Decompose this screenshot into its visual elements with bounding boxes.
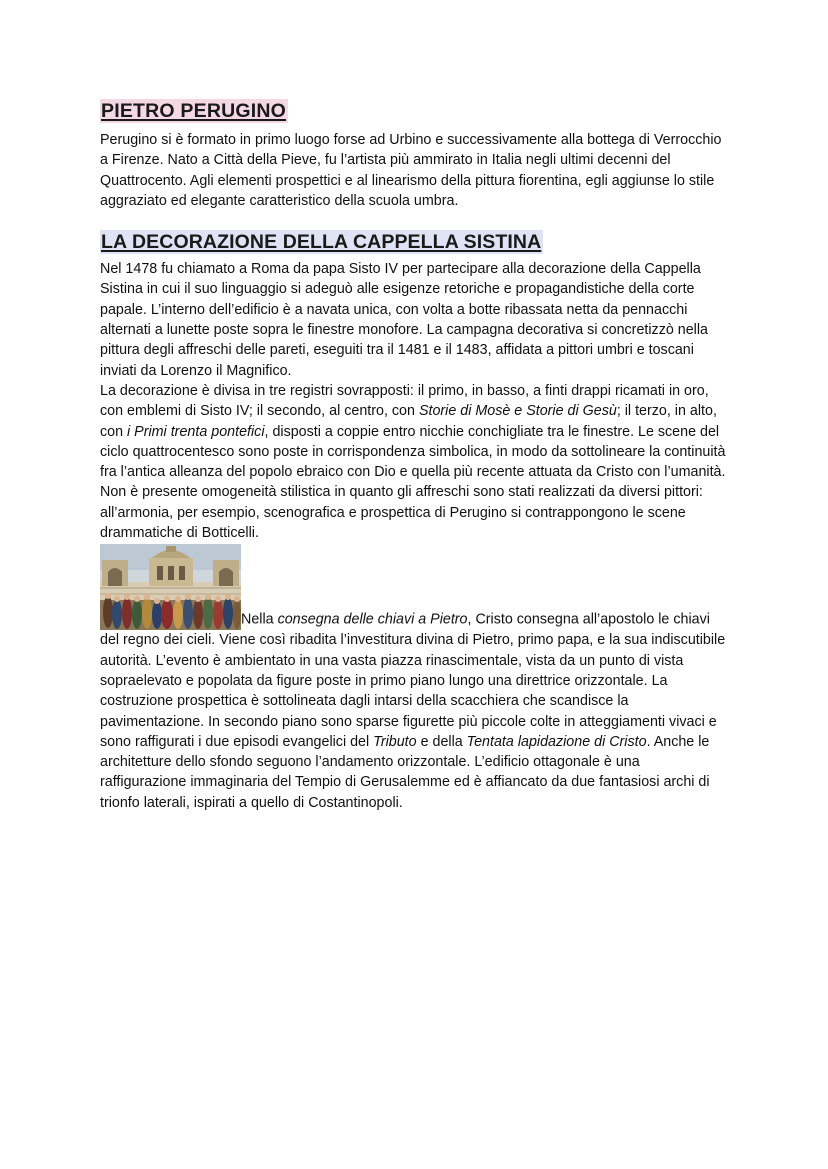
text-run: e della	[416, 733, 467, 750]
paragraph-consegna-chiavi	[100, 544, 730, 813]
paragraph-sistina-intro: Nel 1478 fu chiamato a Roma da papa Sisto IV per partecipare alla decorazione della Cappella Sistina in cui il suo linguaggio si adeguò alle esigenze retoriche e propagandistiche della corte papale. L’interno dell’edificio è a navata unica, con volta a botte ribassata netta da pennacchi alternati a lunette poste sopra le finestre monofore. La campagna decorativa si concretizzò nella pittura degli affreschi delle pareti, eseguiti tra il 1481 e il 1483, affidata a pittori umbri e toscani inviati da Lorenzo il Magnifico.	[100, 261, 708, 379]
paragraph-decorazione	[100, 381, 730, 543]
italic-run: Tentata lapidazione di Cristo	[466, 733, 647, 750]
text-run: La decorazione è divisa in tre registri sovrapposti: il primo, in basso, a finti drappi ricamati in oro, con emblemi di Sisto IV; il secondo, al centro, con	[100, 382, 709, 420]
text-run: . Anche le architetture dello sfondo seguono l’andamento orizzontale. L’edificio ottagonale è una raffigurazione immaginaria del Tempio di Gerusalemme ed è affiancato da due fantasiosi archi di trionfo laterali, ispirati a quello di Costantinopoli.	[100, 733, 710, 811]
document-page	[100, 99, 730, 813]
italic-run: consegna delle chiavi a Pietro	[277, 612, 468, 629]
text-run: ; il terzo, in alto, con	[100, 403, 717, 440]
text-run: Nella	[241, 612, 278, 629]
italic-run: i Primi trenta pontefici	[127, 423, 265, 440]
italic-run: Tributo	[373, 733, 417, 750]
italic-run: Storie di Mosè e Storie di Gesù	[418, 403, 617, 420]
paragraph-perugino-bio: Perugino si è formato in primo luogo forse ad Urbino e successivamente alla bottega di Verrocchio a Firenze. Nato a Città della Pieve, fu l’artista più ammirato in Italia negli ultimi decenni del Quattrocento. Agli elementi prospettici e al linearismo della pittura fiorentina, egli aggiunse lo stile aggraziato ed elegante caratteristico della scuola umbra.	[100, 132, 722, 209]
section-title-cappella-sistina: LA DECORAZIONE DELLA CAPPELLA SISTINA	[101, 231, 542, 254]
fresco-consegna-chiavi-image	[100, 544, 241, 630]
section-cappella-sistina	[100, 230, 730, 813]
text-run: , disposti a coppie entro nicchie conchigliate tra le finestre. Le scene del ciclo quattrocentesco sono poste in corrispondenza simbolica, in modo da sottolineare la continuità fra l’antica alleanza del popolo ebraico con Dio e quella più recente attuata da Cristo con l’umanità. Non è presente omogeneità stilistica in quanto gli affreschi sono stati realizzati da diversi pittori: all’armonia, per esempio, scenografica e prospettica di Perugino si contrappongono le scene drammatiche di Botticelli.	[100, 423, 726, 542]
section-title-perugino: PIETRO PERUGINO	[101, 100, 287, 122]
text-run: , Cristo consegna all’apostolo le chiavi del regno dei cieli. Viene così ribadita l’investitura divina di Pietro, primo papa, e la sua indiscutibile autorità. L’evento è ambientato in una vasta piazza rinascimentale, vista da un punto di vista sopraelevato e popolata da figure poste in primo piano lungo una direttrice orizzontale. La costruzione prospettica è sottolineata dagli intarsi della scacchiera che scandisce la pavimentazione. In secondo piano sono sparse figurette più piccole colte in atteggiamenti vivaci e sono raffigurati i due episodi evangelici del	[100, 612, 726, 750]
